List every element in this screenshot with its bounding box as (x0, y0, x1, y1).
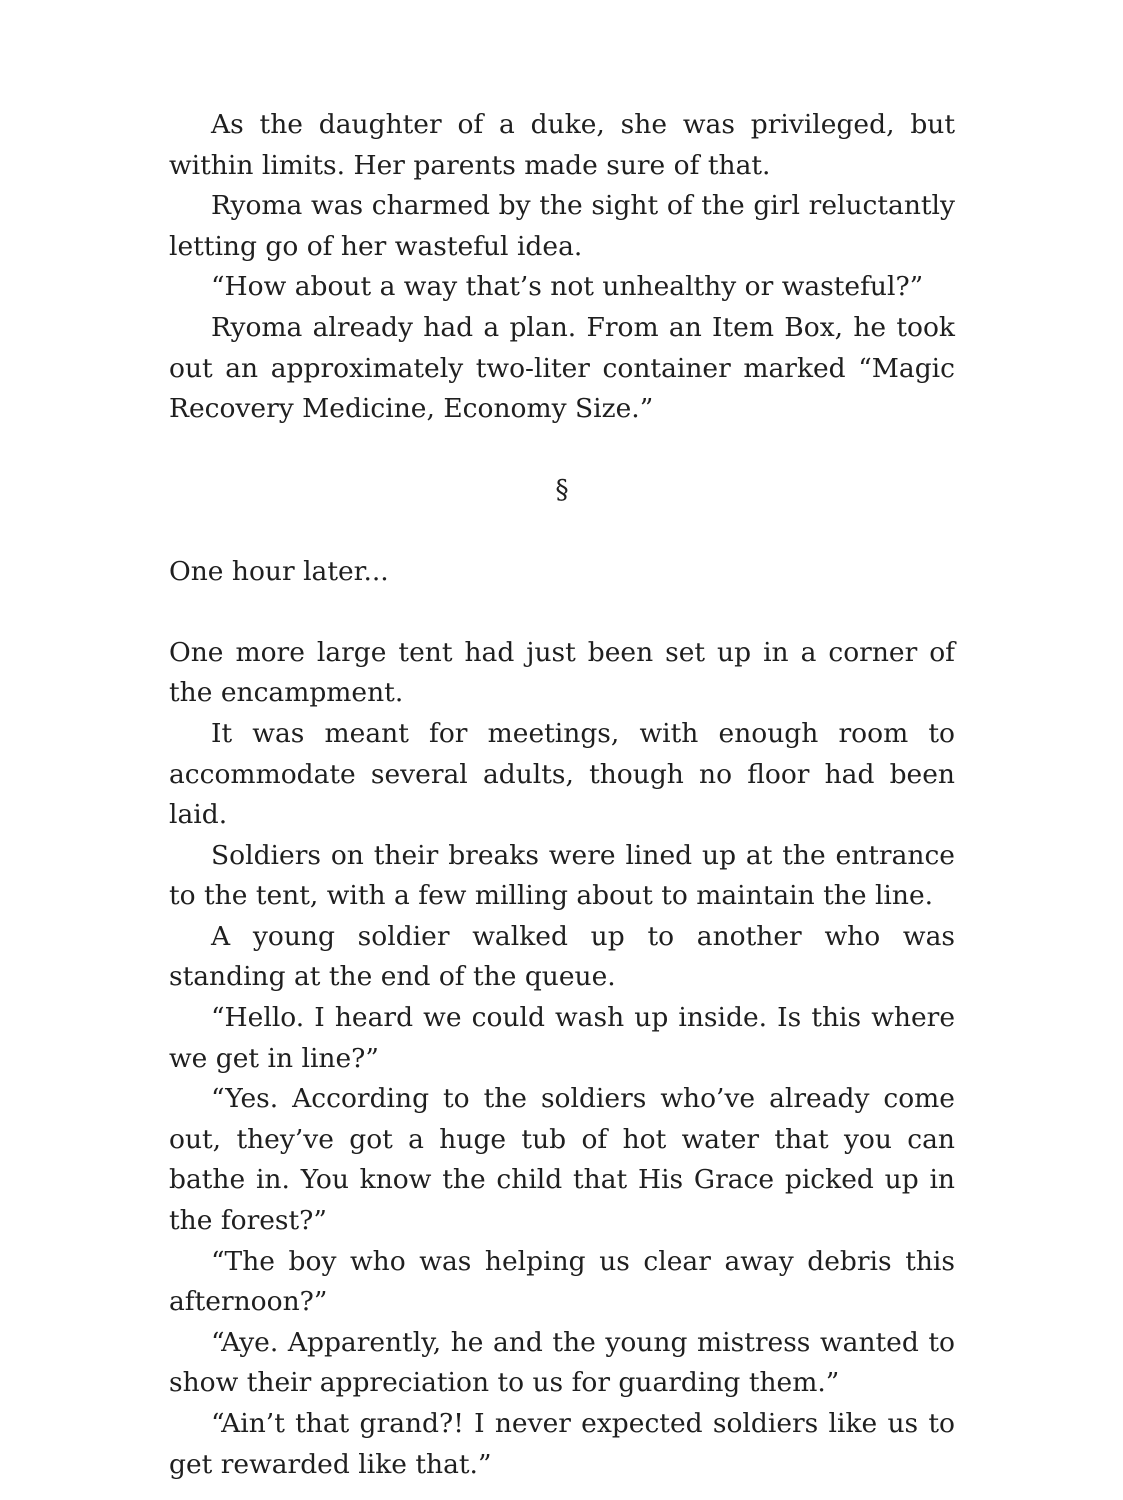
book-page (169, 105, 955, 1485)
time-marker: One hour later... (169, 555, 389, 587)
paragraph: “The boy who was helping us clear away debris this afternoon?” (169, 1245, 955, 1318)
paragraph: As the daughter of a duke, she was privileged, but within limits. Her parents made sure of that. (169, 109, 955, 181)
paragraph: “Yes. According to the soldiers who’ve already come out, they’ve got a huge tub of hot water that you can bathe in. You know the child that His Grace picked up in the forest?” (169, 1083, 955, 1237)
scene-break-symbol: § (555, 474, 569, 506)
paragraph: It was meant for meetings, with enough room to accommodate several adults, though no floor had been laid. (169, 717, 955, 831)
paragraph: A young soldier walked up to another who was standing at the end of the queue. (169, 920, 955, 993)
paragraph: Ryoma was charmed by the sight of the girl reluctantly letting go of her wasteful idea. (169, 190, 955, 262)
paragraph: Soldiers on their breaks were lined up at the entrance to the tent, with a few milling about to maintain the line. (169, 839, 955, 912)
paragraph: Ryoma already had a plan. From an Item Box, he took out an approximately two-liter container marked “Magic Recovery Medicine, Economy Size.” (169, 311, 955, 425)
paragraph: One more large tent had just been set up in a corner of the encampment. (169, 636, 955, 709)
paragraph: “How about a way that’s not unhealthy or wasteful?” (211, 271, 924, 303)
paragraph: “Ain’t that grand?! I never expected soldiers like us to get rewarded like that.” (169, 1408, 955, 1480)
paragraph: “Hello. I heard we could wash up inside. Is this where we get in line?” (169, 1002, 955, 1074)
paragraph: “Aye. Apparently, he and the young mistress wanted to show their appreciation to us for guarding them.” (169, 1326, 955, 1399)
